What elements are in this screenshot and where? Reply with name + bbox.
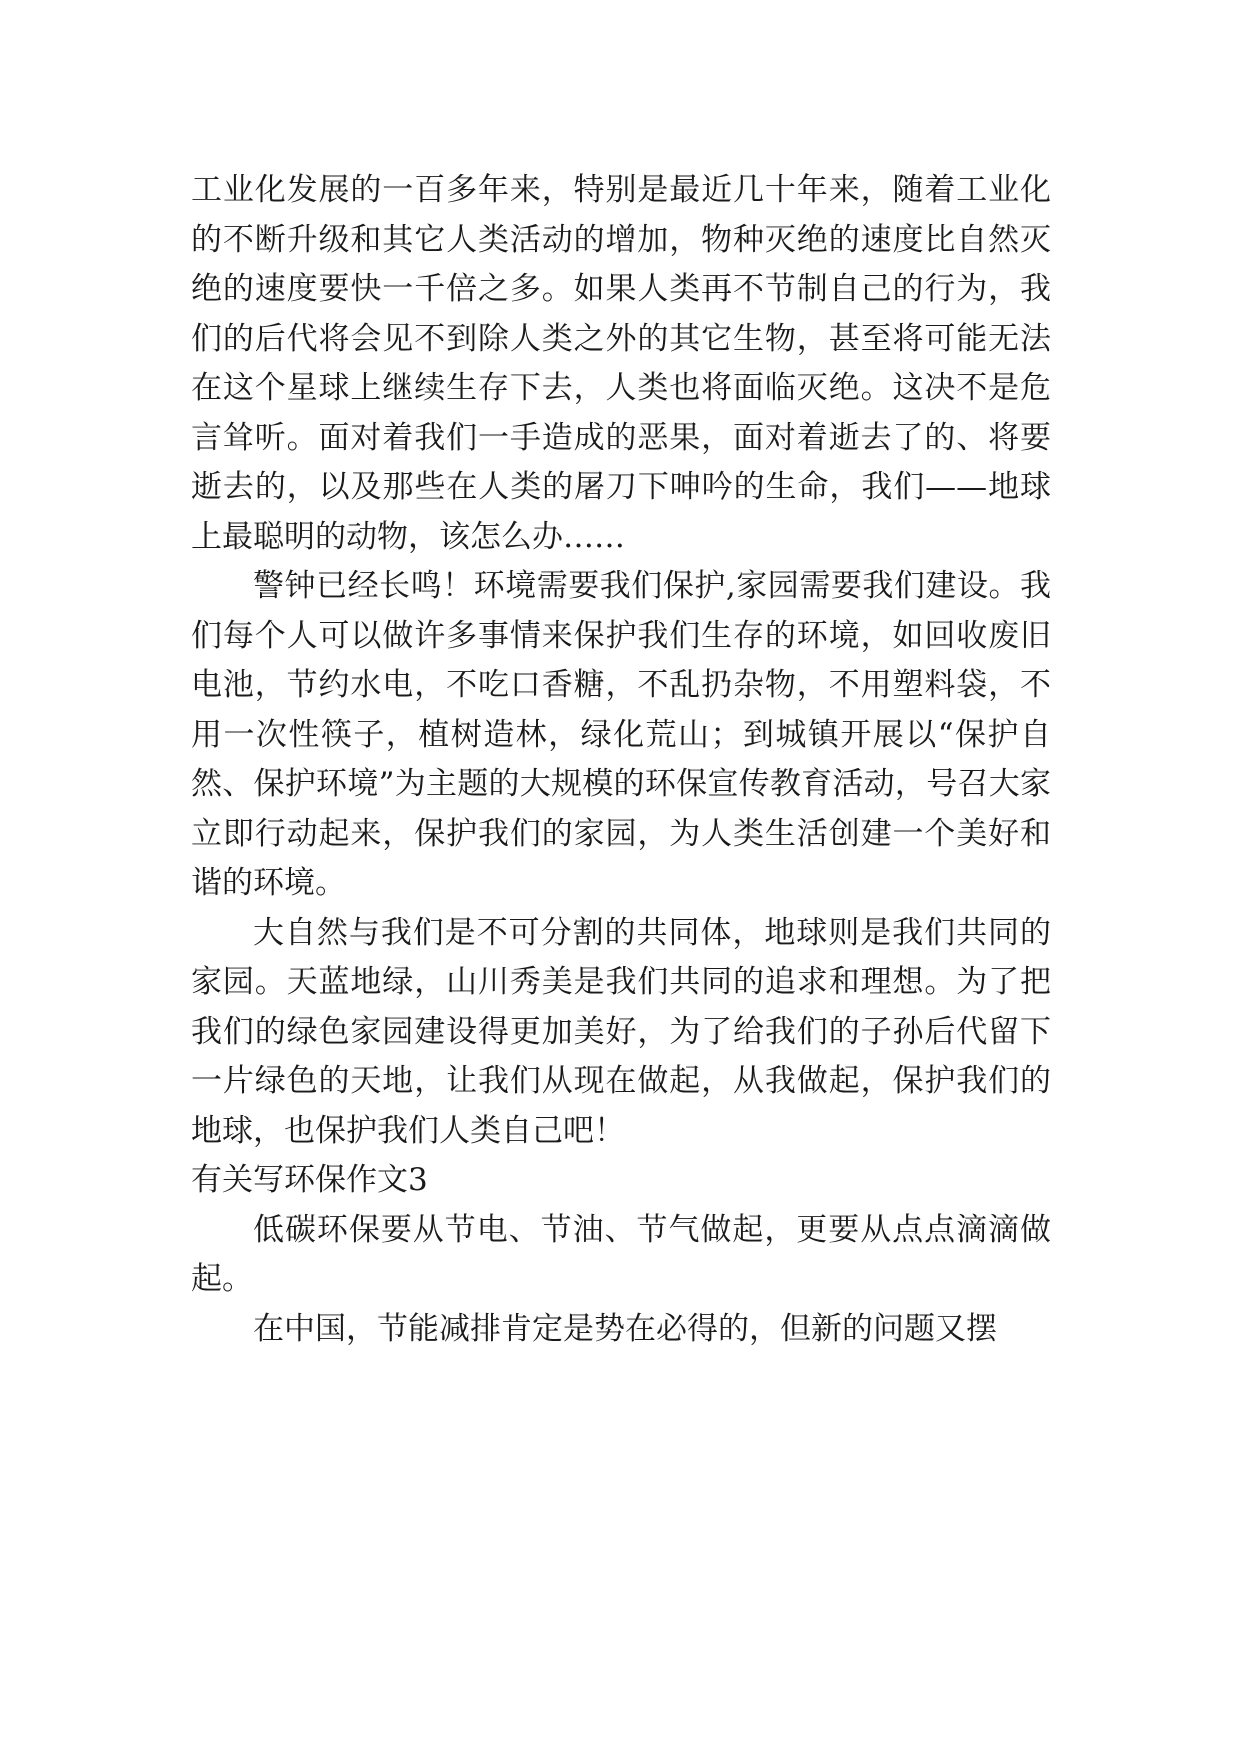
paragraph-1: 工业化发展的一百多年来，特别是最近几十年来，随着工业化的不断升级和其它人类活动的增加，物种灭绝的速度比自然灭绝的速度要快一千倍之多。如果人类再不节制自己的行为，我们的后代将会见不到除人类之外的其它生物，甚至将可能无法在这个星球上继续生存下去，人类也将面临灭绝。这决不是危言耸听。面对着我们一手造成的恶果，面对着逝去了的、将要逝去的，以及那些在人类的屠刀下呻吟的生命，我们——地球上最聪明的动物，该怎么办…… — [191, 172, 1051, 555]
paragraph-2: 警钟已经长鸣！环境需要我们保护,家园需要我们建设。我们每个人可以做许多事情来保护我们生存的环境，如回收废旧电池，节约水电，不吃口香糖，不乱扔杂物，不用塑料袋，不用一次性筷子，植树造林，绿化荒山；到城镇开展以“保护自然、保护环境”为主题的大规模的环保宣传教育活动，号召大家立即行动起来，保护我们的家园，为人类生活创建一个美好和谐的环境。 — [191, 568, 1051, 901]
paragraph-5: 在中国，节能减排肯定是势在必得的，但新的问题又摆 — [253, 1310, 997, 1347]
paragraph-3: 大自然与我们是不可分割的共同体，地球则是我们共同的家园。天蓝地绿，山川秀美是我们共同的追求和理想。为了把我们的绿色家园建设得更加美好，为了给我们的子孙后代留下一片绿色的天地，让我们从现在做起，从我做起，保护我们的地球，也保护我们人类自己吧！ — [191, 914, 1051, 1149]
paragraph-4: 低碳环保要从节电、节油、节气做起，更要从点点滴滴做起。 — [191, 1211, 1051, 1297]
document-body — [191, 166, 1051, 1354]
section-heading: 有关写环保作文3 — [191, 1162, 428, 1198]
